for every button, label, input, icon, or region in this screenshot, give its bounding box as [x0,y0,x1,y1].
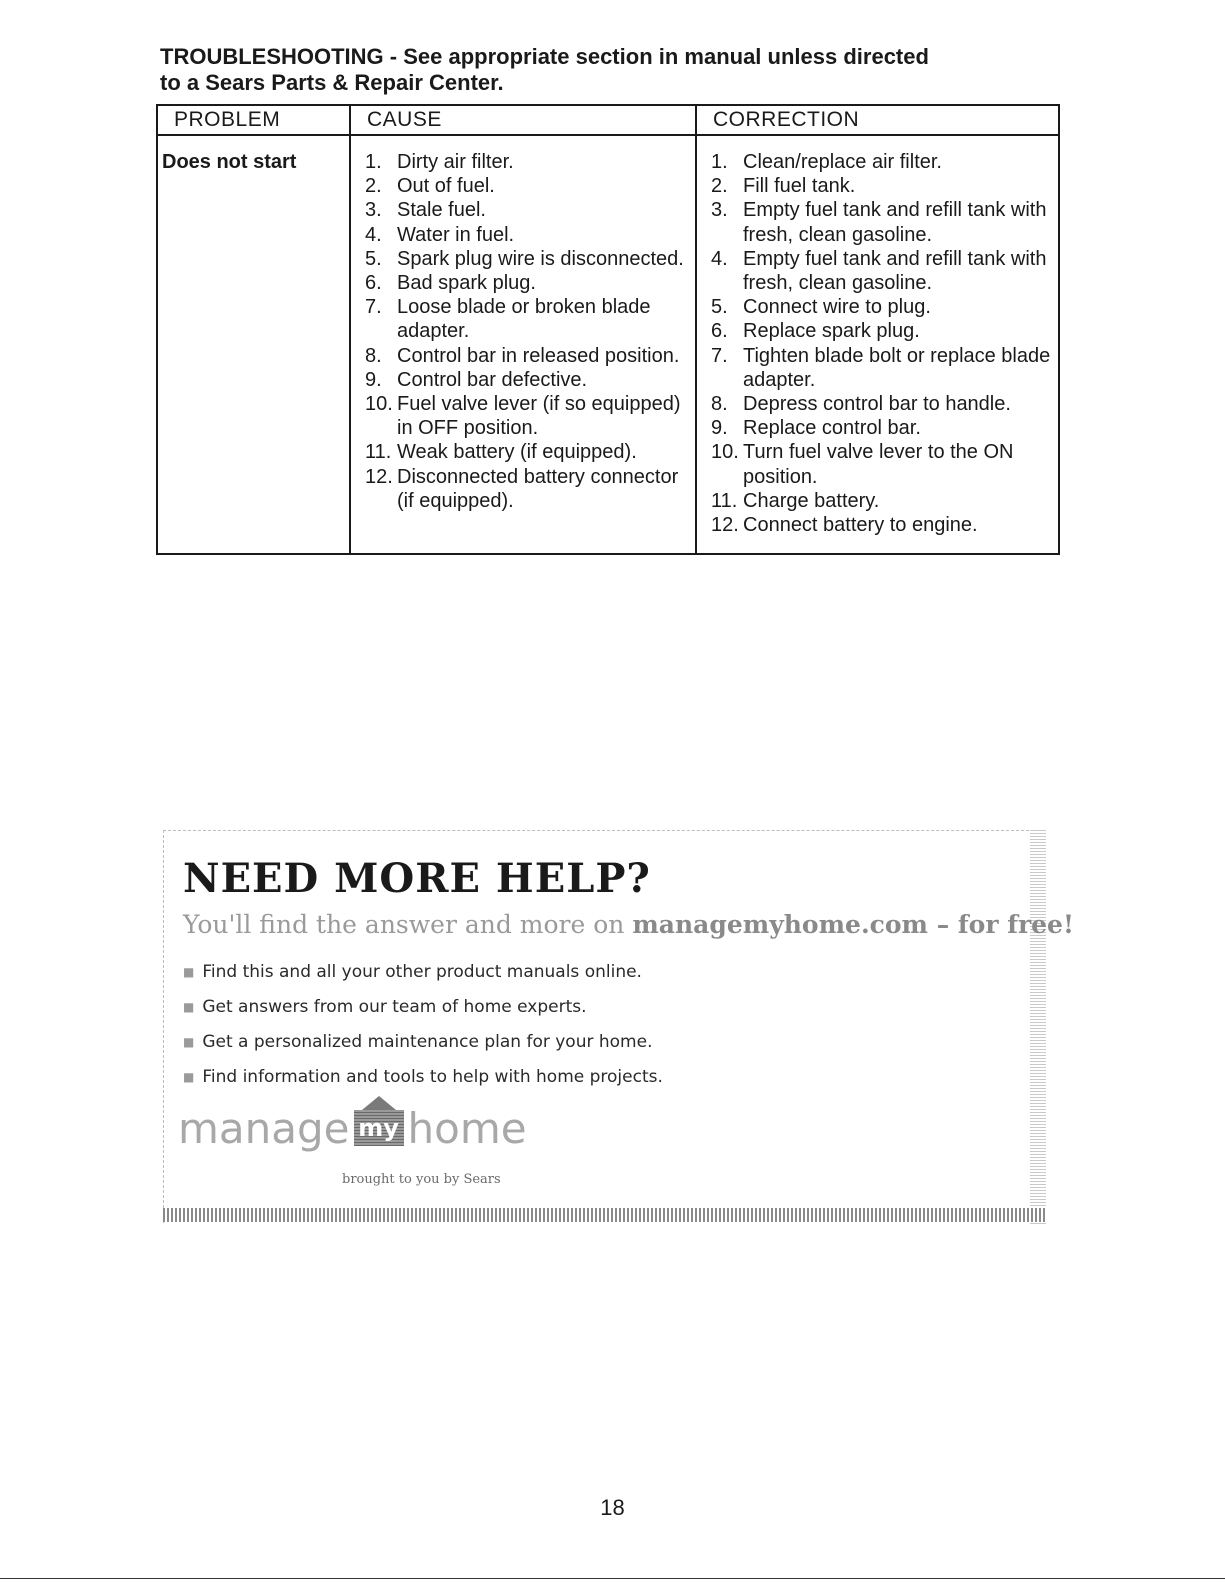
correction-item-text: Turn fuel valve lever to the ON position. [743,441,1014,488]
list-item-text: Find information and tools to help with home projects. [202,1067,663,1087]
page-bottom-rule [0,1578,1225,1579]
list-item-text: Get answers from our team of home experts. [202,997,587,1017]
correction-item-number: 12. [711,514,739,537]
correction-item [711,440,1052,488]
correction-item [711,489,1052,513]
bullet-icon: ■ [183,1000,195,1014]
cause-item [365,174,689,198]
help-subtitle-prefix: You'll find the answer and more on [183,910,633,939]
correction-item-number: 11. [711,489,738,512]
cause-item-text: Loose blade or broken blade adapter. [397,296,651,343]
cause-item-text: Disconnected battery connector (if equipped). [397,465,679,512]
cause-item-text: Dirty air filter. [397,151,514,173]
correction-item [711,344,1052,392]
help-subtitle [183,910,1074,939]
cause-item [365,344,689,368]
managemyhome-logo [178,1100,527,1156]
cause-item-number: 3. [365,199,382,222]
cause-item [365,440,689,464]
correction-item-text: Clean/replace air filter. [743,151,942,173]
correction-item-text: Connect wire to plug. [743,296,931,319]
list-item [183,995,663,1030]
cause-item-number: 7. [365,296,382,319]
troubleshooting-heading [160,44,1070,96]
cause-item-number: 11. [365,441,392,464]
correction-item [711,295,1052,319]
bullet-icon: ■ [183,965,195,979]
table-header-row [157,105,1059,135]
correction-item-text: Depress control bar to handle. [743,393,1011,416]
bullet-icon: ■ [183,1035,195,1049]
correction-item [711,198,1052,246]
help-subtitle-suffix: – for free! [928,910,1074,939]
help-bullet-list [183,960,663,1100]
cause-item-text: Fuel valve lever (if so equipped) in OFF position. [397,393,681,440]
correction-item-text: Replace control bar. [743,417,921,440]
troubleshooting-table [156,104,1060,555]
correction-cell [696,135,1059,554]
help-box-shadow-bottom [163,1208,1046,1222]
cause-item [365,271,689,295]
logo-manage: manage [178,1103,350,1153]
cause-item [365,198,689,222]
cause-item-text: Water in fuel. [397,223,515,246]
cause-item-number: 8. [365,344,382,367]
cause-item [365,295,689,343]
cause-item [365,368,689,392]
correction-item-number: 4. [711,247,728,270]
heading-line-2: to a Sears Parts & Repair Center. [160,70,504,95]
correction-item-number: 5. [711,296,728,319]
cause-item-number: 1. [365,151,382,173]
cause-item-text: Control bar defective. [397,368,588,391]
correction-item [711,416,1052,440]
cause-cell [350,135,696,554]
correction-item-text: Fill fuel tank. [743,175,856,198]
correction-item [711,174,1052,198]
correction-item-text: Replace spark plug. [743,320,920,343]
cause-item [365,150,689,174]
correction-item-number: 3. [711,199,728,222]
list-item [183,1030,663,1065]
help-box-shadow-right [1030,830,1046,1224]
logo-home: home [407,1103,527,1153]
correction-item [711,319,1052,343]
list-item-text: Get a personalized maintenance plan for your home. [202,1032,653,1052]
cause-item-number: 6. [365,272,382,295]
correction-item [711,513,1052,537]
correction-item [711,247,1052,295]
correction-item-text: Connect battery to engine. [743,514,978,537]
cause-item [365,392,689,440]
correction-item [711,392,1052,416]
cause-item-text: Spark plug wire is disconnected. [397,247,684,270]
help-subtitle-site[interactable]: managemyhome.com [632,910,928,939]
correction-item-number: 1. [711,151,728,173]
correction-item-text: Empty fuel tank and refill tank with fresh, clean gasoline. [743,247,1047,295]
correction-item-number: 2. [711,175,728,198]
page-number: 18 [600,1495,625,1520]
cause-item-text: Out of fuel. [397,175,495,198]
correction-item-number: 10. [711,441,739,464]
correction-item-text: Empty fuel tank and refill tank with fresh, clean gasoline. [743,199,1047,246]
cause-item-text: Weak battery (if equipped). [397,441,637,464]
cause-item-text: Bad spark plug. [397,272,536,295]
list-item [183,1065,663,1100]
correction-list [711,150,1052,537]
correction-item-number: 7. [711,344,728,367]
correction-item-number: 9. [711,417,728,440]
correction-item-text: Charge battery. [743,489,880,512]
cause-item-number: 12. [365,465,393,488]
cause-item-number: 10. [365,393,393,416]
heading-line-1: TROUBLESHOOTING - See appropriate section in manual unless directed [160,44,929,69]
problem-cell: Does not start [157,135,350,554]
cause-item-number: 5. [365,247,382,270]
header-correction: CORRECTION [696,105,1059,135]
correction-item-number: 6. [711,320,728,343]
cause-item-number: 4. [365,223,382,246]
cause-item-number: 2. [365,175,382,198]
cause-item [365,465,689,513]
cause-item-text: Stale fuel. [397,199,486,222]
header-cause: CAUSE [350,105,696,135]
header-problem: PROBLEM [157,105,350,135]
logo-my: my [358,1114,399,1142]
cause-item [365,223,689,247]
help-title: NEED MORE HELP? [183,855,651,902]
correction-item-text: Tighten blade bolt or replace blade adapter. [743,344,1051,391]
correction-item [711,150,1052,174]
correction-item-number: 8. [711,393,728,416]
list-item [183,960,663,995]
house-roof-icon [362,1096,396,1110]
list-item-text: Find this and all your other product manuals online. [202,962,642,982]
cause-item-text: Control bar in released position. [397,344,680,367]
cause-item [365,247,689,271]
table-row [157,135,1059,554]
bullet-icon: ■ [183,1070,195,1084]
cause-item-number: 9. [365,368,382,391]
logo-my-house-icon [354,1110,404,1146]
cause-list [365,150,689,513]
logo-tagline: brought to you by Sears [342,1172,501,1187]
